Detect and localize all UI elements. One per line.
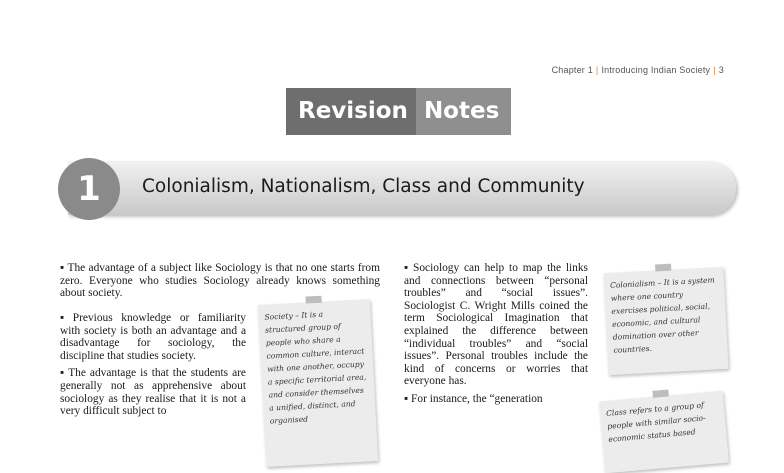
running-head — [552, 65, 724, 75]
chapter-name: Introducing Indian Society — [601, 65, 711, 75]
note-pin — [652, 389, 669, 397]
paragraph — [404, 262, 588, 388]
bullet: ▪ — [60, 367, 66, 380]
sticky-note-society — [258, 299, 378, 467]
chapter-label: Chapter 1 — [551, 65, 593, 75]
note-pin — [305, 296, 321, 304]
paragraph — [60, 367, 246, 417]
note-pin — [655, 264, 671, 272]
bullet: ▪ — [60, 262, 65, 274]
left-column-top — [60, 262, 380, 305]
paragraph — [60, 262, 380, 300]
right-column — [404, 262, 588, 411]
paragraph-text: Sociology can help to map the links and connections between “personal troubles” and “social issues”. Sociologist C. Wright Mills coined the term Sociological Imagination that explained the difference between “individual troubles” and “social issues”. Personal troubles include the kind of concerns or worries that everyone has. — [404, 262, 588, 388]
chapter-number: 1 — [58, 158, 120, 220]
revision-notes-badge — [286, 88, 511, 135]
note-text: Class refers to a group of people with similar socio-economic status based — [605, 400, 706, 444]
bullet: ▪ — [404, 392, 409, 405]
paragraph-text: Previous knowledge or familiarity with society is both an advantage and a disadvantage for sociology, the discipline that studies society. — [60, 312, 246, 362]
paragraph-text: The advantage of a subject like Sociology is that no one starts from zero. Everyone who studies Sociology already knows something about society. — [60, 262, 380, 300]
bullet: ▪ — [60, 312, 70, 324]
paragraph — [404, 393, 588, 406]
badge-word-revision: Revision — [286, 88, 416, 135]
badge-word-notes: Notes — [416, 88, 511, 135]
sticky-note-colonialism — [603, 267, 728, 375]
sticky-note-class — [599, 391, 729, 473]
note-text: Colonialism – It is a system where one country exercises political, social, economic, and cultural domination over other countries. — [609, 275, 715, 355]
separator: | — [595, 65, 599, 75]
separator: | — [713, 65, 716, 75]
page-number: 3 — [718, 65, 724, 75]
chapter-title: Colonialism, Nationalism, Class and Community — [142, 176, 585, 197]
bullet: ▪ — [404, 262, 410, 274]
left-column-narrow — [60, 312, 246, 423]
paragraph-text: The advantage is that the students are generally not as apprehensive about sociology as they realise that it is not a very difficult subject to — [60, 367, 246, 418]
paragraph — [60, 312, 246, 362]
note-text: Society – It is a structured group of people who share a common culture, interact with one another, occupy a specific territorial area, and consider themselves a unified, distinct, and organised — [264, 309, 367, 426]
paragraph-text: For instance, the “generation — [411, 392, 543, 405]
